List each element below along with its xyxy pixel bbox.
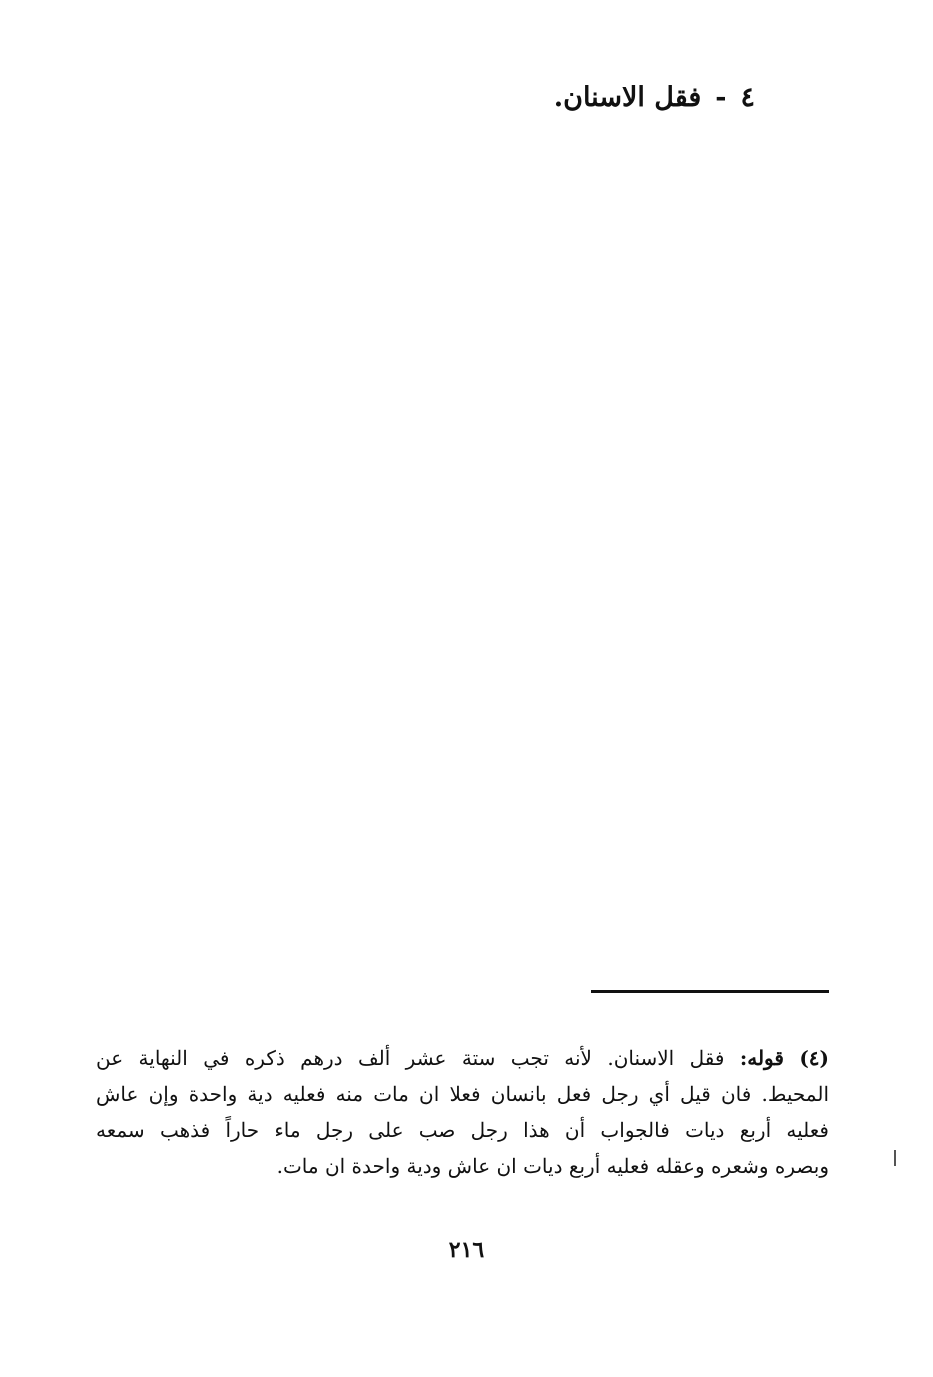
footnote-line-2: المحيط. فان قيل أي رجل فعل بانسان فعلا ان مات منه فعليه دية واحدة وإن عاش — [96, 1082, 829, 1106]
heading-title: فقل الاسنان. — [553, 82, 702, 113]
heading-number: ٤ — [740, 82, 755, 113]
section-heading — [554, 82, 755, 113]
footnote — [96, 1040, 829, 1184]
footnote-line-1 — [96, 1040, 829, 1076]
footnote-lead-word: قوله: — [739, 1046, 784, 1070]
footnote-separator — [591, 990, 829, 993]
footnote-line-4: وبصره وشعره وعقله فعليه أربع ديات ان عاش ودية واحدة ان مات. — [276, 1154, 829, 1178]
footnote-text: فقل الاسنان. لأنه تجب ستة عشر ألف درهم ذكره في النهاية عن — [96, 1046, 725, 1070]
page-number: ٢١٦ — [448, 1237, 485, 1263]
footnote-marker: (٤) — [799, 1046, 830, 1070]
footnote-line-3: فعليه أربع ديات فالجواب أن هذا رجل صب على رجل ماء حاراً فذهب سمعه — [96, 1118, 829, 1142]
margin-mark — [894, 1150, 896, 1166]
heading-dash: - — [715, 82, 727, 113]
